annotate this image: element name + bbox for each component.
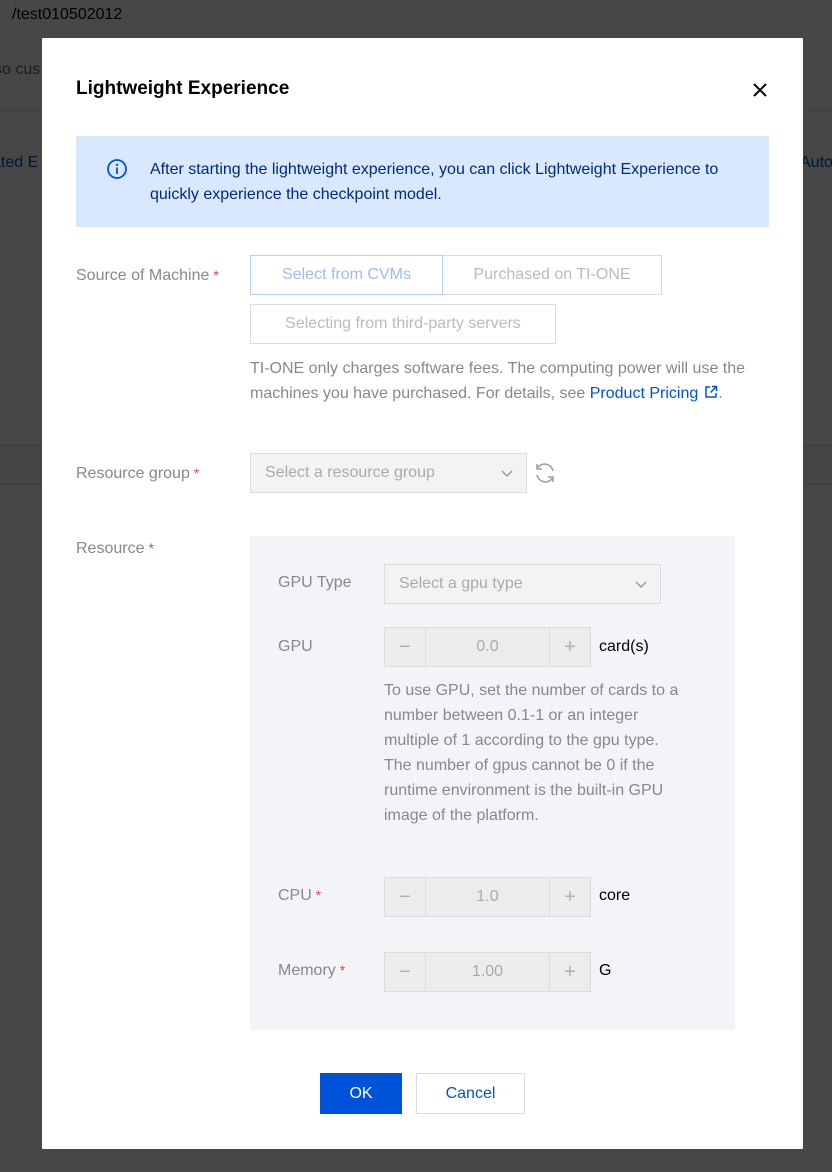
gpu-unit: card(s) <box>599 638 649 655</box>
resource-group-label <box>76 465 199 483</box>
resource-group-select[interactable] <box>250 453 527 493</box>
option-select-from-cvms[interactable]: Select from CVMs <box>250 255 443 295</box>
resource-panel <box>250 536 735 1030</box>
refresh-icon <box>532 460 558 486</box>
gpu-help-text: To use GPU, set the number of cards to a number between 0.1-1 or an integer multiple of 1 according to the gpu type. The number of gpus cannot be 0 if the runtime environment is the built-in GPU image of the platform. <box>384 682 679 824</box>
required-mark: * <box>315 887 322 903</box>
gpu-type-select[interactable] <box>384 564 661 604</box>
refresh-button[interactable] <box>532 460 558 486</box>
gpu-increment-button[interactable]: + <box>549 628 590 666</box>
cpu-unit: core <box>599 887 631 904</box>
cpu-label-text: CPU <box>278 887 312 904</box>
resource-group-label-text: Resource group <box>76 465 190 482</box>
cpu-value[interactable]: 1.0 <box>426 878 549 916</box>
memory-decrement-button[interactable]: − <box>385 953 426 991</box>
cpu-increment-button[interactable]: + <box>549 878 590 916</box>
info-alert <box>76 136 769 227</box>
source-help-body: TI-ONE only charges software fees. The computing power will use the machines you have purchased. For details, see <box>250 360 746 402</box>
gpu-decrement-button[interactable]: − <box>385 628 426 666</box>
gpu-type-placeholder: Select a gpu type <box>399 575 523 592</box>
cpu-stepper <box>384 877 591 917</box>
gpu-value[interactable]: 0.0 <box>426 628 549 666</box>
chevron-down-icon <box>500 466 514 480</box>
option-purchased-on-ti-one[interactable]: Purchased on TI-ONE <box>442 255 662 295</box>
chevron-down-icon <box>634 577 648 591</box>
required-mark: * <box>339 962 346 978</box>
memory-value[interactable]: 1.00 <box>426 953 549 991</box>
memory-label-text: Memory <box>278 962 336 979</box>
source-of-machine-label <box>76 267 219 285</box>
memory-unit: G <box>599 962 612 979</box>
product-pricing-link-text[interactable]: Product Pricing <box>589 385 699 402</box>
gpu-label: GPU <box>278 638 313 655</box>
cancel-button[interactable]: Cancel <box>416 1073 525 1114</box>
source-help-text <box>250 356 760 406</box>
memory-increment-button[interactable]: + <box>549 953 590 991</box>
external-link-icon <box>704 385 718 399</box>
cpu-decrement-button[interactable]: − <box>385 878 426 916</box>
option-third-party-servers[interactable]: Selecting from third-party servers <box>250 304 556 344</box>
resource-label <box>76 540 154 558</box>
ok-button[interactable]: OK <box>320 1073 402 1114</box>
required-mark: * <box>148 540 154 556</box>
gpu-type-label: GPU Type <box>278 574 352 591</box>
resource-group-placeholder: Select a resource group <box>265 464 435 481</box>
source-help-suffix: . <box>718 385 723 402</box>
product-pricing-link[interactable] <box>590 385 719 402</box>
close-icon <box>753 83 767 97</box>
lightweight-experience-dialog <box>42 38 803 1149</box>
gpu-stepper <box>384 627 591 667</box>
resource-label-text: Resource <box>76 540 145 557</box>
alert-text: After starting the lightweight experience, you can click Lightweight Experience to quickly experience the checkpoint model. <box>150 161 719 203</box>
source-of-machine-label-text: Source of Machine <box>76 267 210 284</box>
memory-stepper <box>384 952 591 992</box>
required-mark: * <box>213 267 219 283</box>
info-icon <box>106 158 128 180</box>
memory-label <box>278 962 345 980</box>
cpu-label <box>278 887 321 905</box>
close-button[interactable] <box>748 78 772 102</box>
dialog-title: Lightweight Experience <box>76 78 290 99</box>
required-mark: * <box>193 465 200 481</box>
